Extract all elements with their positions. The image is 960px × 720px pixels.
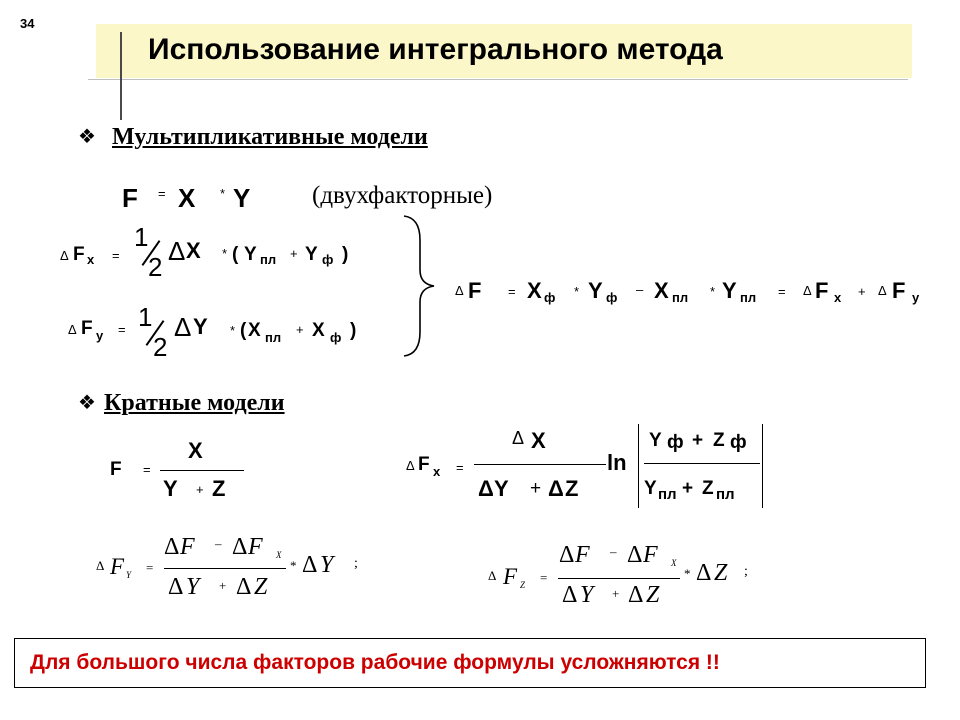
formula-operator: = [540, 570, 548, 585]
fraction-numerator: 1 [134, 222, 149, 252]
formula-operator: * [290, 558, 297, 573]
formula-symbol: X [248, 320, 261, 341]
formula-symbol: F [122, 183, 138, 213]
title-underline [88, 79, 908, 80]
fraction-bar [160, 470, 244, 471]
formula-symbol: Δ [96, 558, 105, 573]
section-heading-multiplicative: Мультипликативные модели [112, 124, 428, 150]
formula-symbol: Y [163, 476, 178, 501]
formula-symbol: Y [649, 430, 662, 451]
formula-operator: * [684, 566, 691, 581]
formula-symbol: Δ [628, 582, 644, 608]
formula-symbol: Δ [302, 552, 318, 578]
formula-symbol: F [73, 244, 85, 265]
formula-symbol: F [892, 278, 906, 303]
formula-subscript: ф [730, 432, 747, 453]
formula-operator: + [692, 430, 704, 451]
formula-operator: + [296, 322, 304, 337]
formula-symbol: X [186, 238, 201, 263]
formula-symbol: Δ [562, 582, 578, 608]
formula-symbol: Δ [164, 534, 180, 560]
formula-operator: = [143, 462, 151, 477]
formula-subscript: ф [667, 432, 684, 453]
fraction-numerator: 1 [138, 302, 153, 332]
formula-symbol: Y [644, 478, 657, 499]
formula-symbol: Y [244, 244, 257, 265]
formula-symbol: F [248, 534, 263, 560]
formula-symbol: F [418, 454, 430, 475]
fraction-denominator: 2 [148, 252, 163, 282]
formula-subscript: ф [606, 290, 618, 305]
formula-symbol: Z [713, 430, 725, 451]
formula-symbol: Δ [168, 574, 184, 600]
formula-operator: + [858, 284, 866, 299]
formula-symbol: Z [254, 574, 268, 600]
formula-symbol: F [468, 278, 482, 303]
formula-symbol: Z [646, 582, 660, 608]
formula-symbol: Y [233, 183, 251, 213]
formula-symbol: Δ [488, 568, 497, 583]
formula-symbol: Δ [627, 542, 643, 568]
formula-operator: * [222, 246, 228, 261]
formula-subscript: у [912, 290, 920, 305]
formula-subscript: ф [322, 252, 334, 267]
fraction-numerator: F [180, 534, 195, 560]
formula-subscript: х [834, 290, 842, 305]
formula-subscript: ф [544, 290, 556, 305]
formula-subscript: пл [740, 290, 757, 305]
formula-operator: = [118, 322, 126, 337]
formula-symbol: Δ [60, 248, 69, 263]
formula-operator: = [158, 186, 166, 201]
formula-function: ln [607, 450, 627, 475]
formula-symbol: Z [212, 476, 226, 501]
fraction-bar [474, 464, 606, 465]
formula-subscript: пл [260, 252, 277, 267]
formula-symbol: X [178, 183, 196, 213]
curly-brace-icon [398, 210, 438, 360]
formula-subscript: х [433, 464, 441, 479]
formula-symbol: Δ [803, 283, 812, 298]
formula-paren: ( [232, 244, 239, 265]
formula-symbol: Z [702, 478, 714, 499]
formula-symbol: Δ [68, 322, 77, 337]
formula-subscript: х [87, 252, 95, 267]
fraction-numerator: F [575, 542, 590, 568]
abs-bar-right [762, 424, 763, 508]
formula-symbol: Δ [174, 312, 192, 342]
formula-symbol: F [503, 564, 518, 589]
formula-symbol: Y [186, 574, 200, 600]
formula-subscript: у [96, 328, 104, 343]
fraction-numerator: X [188, 438, 203, 463]
formula-operator: = [456, 460, 464, 475]
formula-symbol: Y [494, 476, 509, 501]
formula-symbol: Δ [548, 476, 564, 501]
formula-subscript: ф [330, 330, 342, 345]
formula-symbol: Δ [406, 458, 415, 473]
formula-operator: + [290, 246, 298, 261]
formula-operator: – [215, 536, 222, 551]
abs-bar-left [638, 424, 639, 508]
formula-symbol: Y [580, 582, 594, 608]
formula-symbol: F [81, 318, 93, 339]
formula-operator: + [612, 586, 620, 601]
formula-subscript: Y [126, 570, 132, 580]
formula-symbol: Y [722, 278, 737, 303]
formula-operator: + [682, 478, 694, 499]
formula-symbol: F [110, 554, 125, 579]
page-title: Использование интегрального метода [148, 33, 723, 66]
formula-operator: * [230, 323, 236, 338]
formula-symbol: Δ [168, 236, 186, 266]
fraction-bar [558, 578, 680, 579]
formula-symbol: Δ [878, 283, 887, 298]
formula-subscript: X [276, 550, 282, 560]
footer-note: Для большого числа факторов рабочие формулы усложняются !! [30, 651, 720, 674]
formula-symbol: F [110, 459, 122, 480]
formula-subscript: пл [265, 330, 282, 345]
formula-operator: = [112, 248, 120, 263]
formula-symbol: F [643, 542, 658, 568]
formula-symbol: Δ [559, 542, 575, 568]
formula-subscript: пл [672, 290, 689, 305]
formula-paren: ( [240, 320, 247, 341]
formula-operator: – [636, 282, 644, 297]
formula-operator: * [220, 186, 226, 201]
formula-symbol: Z [714, 560, 728, 586]
formula-subscript: Z [520, 580, 526, 590]
fraction-bar [644, 463, 760, 464]
two-factor-note: (двухфакторные) [312, 182, 493, 209]
formula-paren: ) [350, 320, 357, 341]
formula-symbol: X [654, 278, 669, 303]
formula-separator: ; [744, 564, 748, 579]
formula-symbol: Δ [696, 560, 712, 586]
section-heading-ratio: Кратные модели [104, 390, 285, 416]
formula-symbol: Δ [512, 428, 525, 448]
formula-operator: = [778, 284, 786, 299]
formula-symbol: Δ [236, 574, 252, 600]
slide-number: 34 [20, 16, 35, 31]
formula-symbol: X [312, 320, 325, 341]
formula-subscript: пл [658, 486, 677, 503]
fraction-denominator: 2 [153, 332, 168, 362]
diamond-bullet-icon: ❖ [78, 126, 96, 148]
formula-operator: = [146, 560, 154, 575]
fraction-numerator: X [531, 428, 546, 453]
formula-subscript: пл [716, 486, 735, 503]
formula-symbol: Y [305, 244, 318, 265]
formula-operator: = [508, 284, 516, 299]
formula-operator: + [530, 478, 542, 499]
formula-symbol: Y [588, 278, 603, 303]
formula-symbol: Δ [478, 476, 494, 501]
formula-subscript: X [671, 558, 677, 568]
formula-symbol: X [527, 278, 542, 303]
formula-symbol: Y [193, 314, 208, 339]
formula-operator: * [710, 284, 716, 299]
formula-operator: * [574, 284, 580, 299]
formula-separator: ; [354, 556, 358, 571]
formula-symbol: F [815, 278, 829, 303]
formula-symbol: Z [565, 476, 579, 501]
formula-symbol: Δ [232, 534, 248, 560]
fraction-bar [164, 568, 286, 569]
title-accent-line [120, 32, 122, 120]
diamond-bullet-icon: ❖ [78, 392, 96, 414]
formula-paren: ) [342, 244, 349, 265]
formula-symbol: Δ [455, 283, 464, 298]
formula-operator: + [196, 482, 204, 497]
formula-operator: + [219, 578, 227, 593]
formula-symbol: Y [320, 552, 334, 578]
formula-operator: – [610, 544, 617, 559]
